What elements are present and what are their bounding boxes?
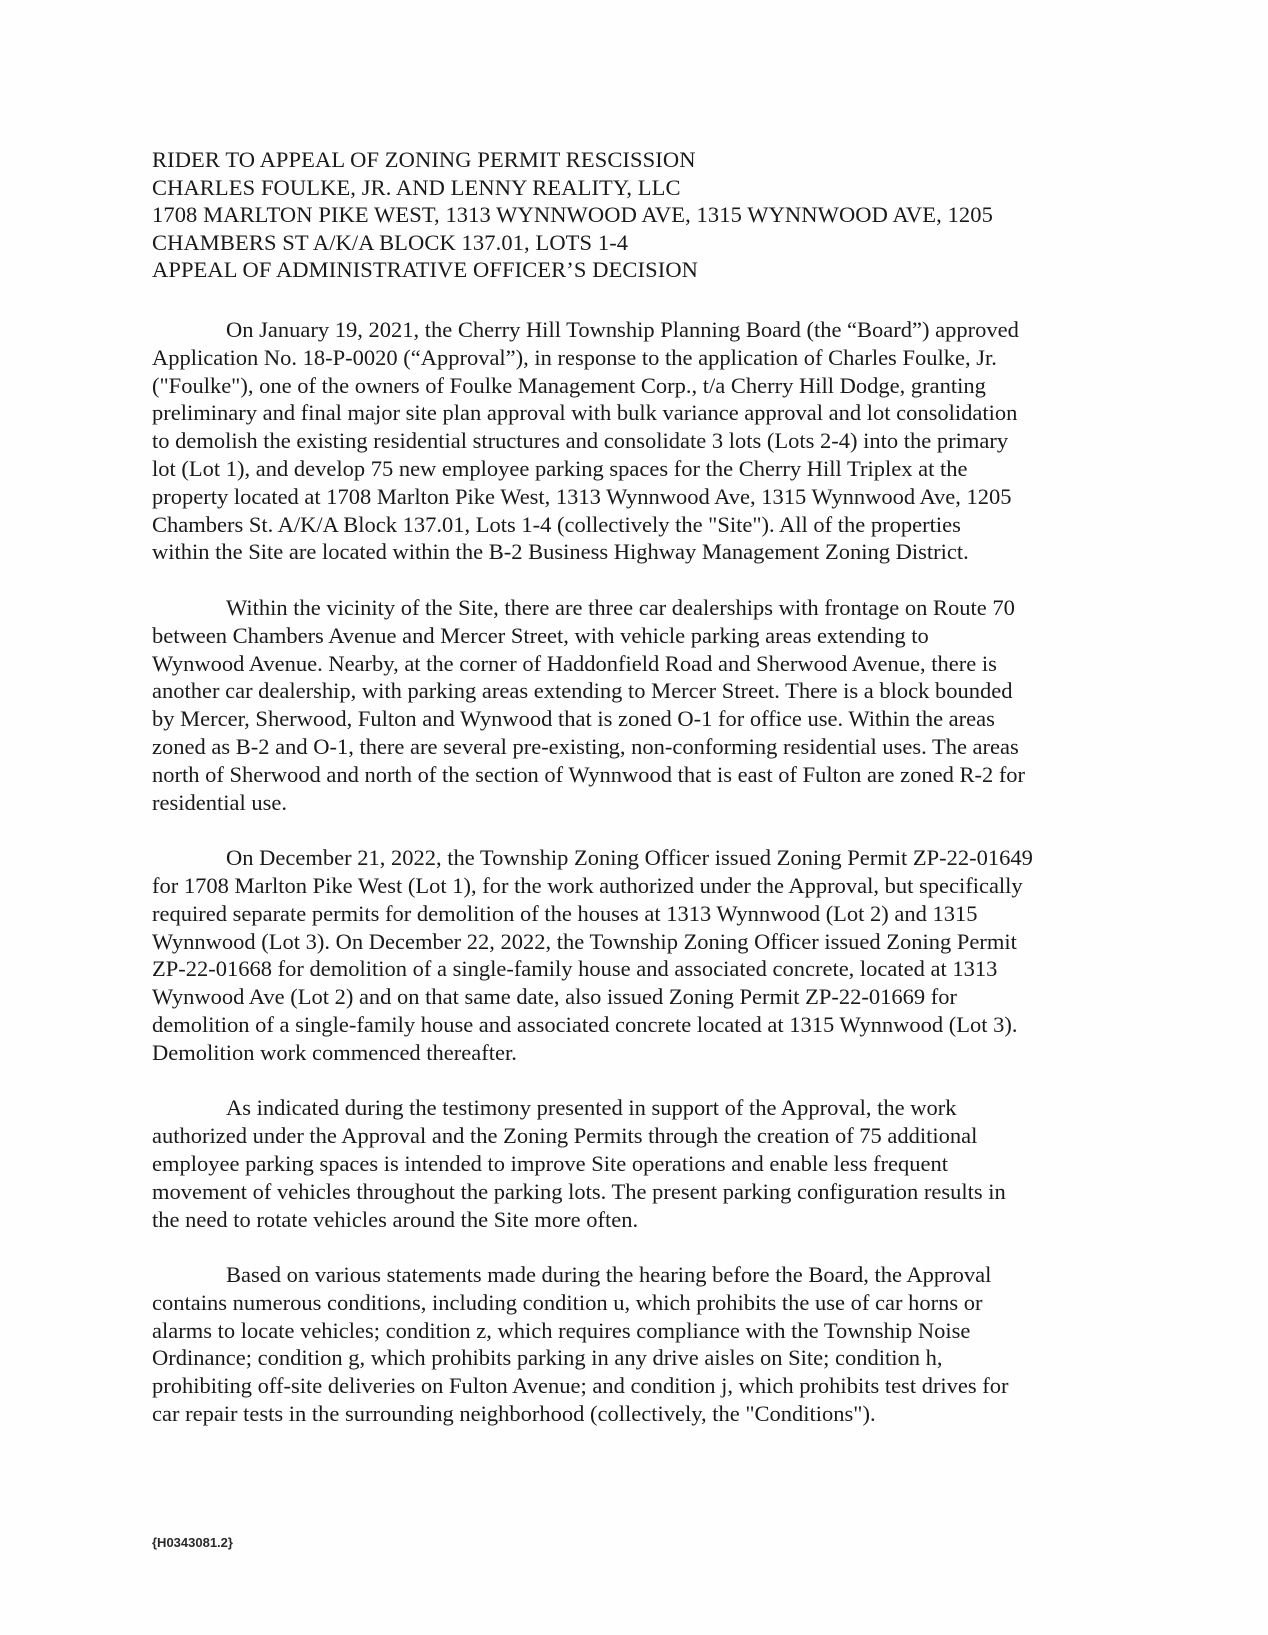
paragraph-line: Demolition work commenced thereafter. — [152, 1039, 517, 1065]
heading-line: 1708 MARLTON PIKE WEST, 1313 WYNNWOOD AVE, 1315 WYNNWOOD AVE, 1205 — [152, 202, 993, 227]
paragraph-permits — [152, 844, 1112, 1066]
paragraph-line: employee parking spaces is intended to improve Site operations and enable less frequent — [152, 1150, 949, 1176]
paragraph-line: residential use. — [152, 789, 287, 815]
document-id-footer: {H0343081.2} — [152, 1535, 233, 1550]
paragraph-line: north of Sherwood and north of the section of Wynnwood that is east of Fulton are zoned R-2 for — [152, 761, 1026, 787]
paragraph-line: within the Site are located within the B-2 Business Highway Management Zoning District. — [152, 539, 969, 565]
paragraph-line: demolition of a single-family house and associated concrete located at 1315 Wynnwood (Lot 3). — [152, 1011, 1018, 1037]
paragraph-line: to demolish the existing residential structures and consolidate 3 lots (Lots 2-4) into the primary — [152, 428, 1009, 454]
paragraph-testimony — [152, 1094, 1112, 1233]
paragraph-line: prohibiting off-site deliveries on Fulton Avenue; and condition j, which prohibits test drives for — [152, 1373, 1009, 1399]
paragraph-line: preliminary and final major site plan approval with bulk variance approval and lot consolidation — [152, 400, 1018, 426]
paragraph-line: Wynwood Avenue. Nearby, at the corner of Haddonfield Road and Sherwood Avenue, there is — [152, 650, 997, 676]
paragraph-line: Application No. 18-P-0020 (“Approval”), in response to the application of Charles Foulke, Jr. — [152, 344, 997, 370]
paragraph-line: the need to rotate vehicles around the Site more often. — [152, 1206, 639, 1232]
paragraph-line: by Mercer, Sherwood, Fulton and Wynwood that is zoned O-1 for office use. Within the areas — [152, 706, 995, 732]
paragraph-line: movement of vehicles throughout the parking lots. The present parking configuration results in — [152, 1178, 1006, 1204]
paragraph-line: authorized under the Approval and the Zoning Permits through the creation of 75 additional — [152, 1123, 978, 1149]
paragraph-line: required separate permits for demolition of the houses at 1313 Wynnwood (Lot 2) and 1315 — [152, 900, 978, 926]
paragraph-line: between Chambers Avenue and Mercer Street, with vehicle parking areas extending to — [152, 622, 929, 648]
paragraph-vicinity — [152, 594, 1112, 816]
paragraph-line: Based on various statements made during the hearing before the Board, the Approval — [226, 1262, 992, 1288]
paragraph-line: Chambers St. A/K/A Block 137.01, Lots 1-4 (collectively the "Site"). All of the properties — [152, 511, 961, 537]
paragraph-line: ("Foulke"), one of the owners of Foulke Management Corp., t/a Cherry Hill Dodge, granting — [152, 372, 986, 398]
paragraph-line: Within the vicinity of the Site, there are three car dealerships with frontage on Route 70 — [226, 594, 1015, 620]
paragraph-line: Ordinance; condition g, which prohibits parking in any drive aisles on Site; condition h, — [152, 1345, 943, 1371]
paragraph-line: Wynnwood (Lot 3). On December 22, 2022, the Township Zoning Officer issued Zoning Permit — [152, 928, 1017, 954]
paragraph-conditions — [152, 1261, 1112, 1428]
document-body — [152, 316, 1112, 1456]
paragraph-line: another car dealership, with parking areas extending to Mercer Street. There is a block bounded — [152, 678, 1013, 704]
paragraph-line: ZP-22-01668 for demolition of a single-family house and associated concrete, located at 1313 — [152, 956, 998, 982]
document-heading — [152, 146, 1152, 284]
paragraph-line: Wynwood Ave (Lot 2) and on that same date, also issued Zoning Permit ZP-22-01669 for — [152, 984, 957, 1010]
paragraph-line: car repair tests in the surrounding neighborhood (collectively, the "Conditions"). — [152, 1401, 876, 1427]
paragraph-line: alarms to locate vehicles; condition z, which requires compliance with the Township Noise — [152, 1317, 971, 1343]
paragraph-line: zoned as B-2 and O-1, there are several pre-existing, non-conforming residential uses. The areas — [152, 733, 1019, 759]
paragraph-line: contains numerous conditions, including condition u, which prohibits the use of car horns or — [152, 1289, 983, 1315]
paragraph-line: for 1708 Marlton Pike West (Lot 1), for the work authorized under the Approval, but specifically — [152, 872, 1023, 898]
paragraph-approval — [152, 316, 1112, 566]
paragraph-line: lot (Lot 1), and develop 75 new employee parking spaces for the Cherry Hill Triplex at the — [152, 455, 968, 481]
paragraph-line: On January 19, 2021, the Cherry Hill Township Planning Board (the “Board”) approved — [226, 317, 1019, 342]
heading-line: CHARLES FOULKE, JR. AND LENNY REALITY, LLC — [152, 174, 681, 200]
heading-line: CHAMBERS ST A/K/A BLOCK 137.01, LOTS 1-4 — [152, 229, 629, 255]
heading-line: APPEAL OF ADMINISTRATIVE OFFICER’S DECISION — [152, 257, 699, 282]
heading-line: RIDER TO APPEAL OF ZONING PERMIT RESCISSION — [152, 147, 696, 172]
paragraph-line: property located at 1708 Marlton Pike West, 1313 Wynnwood Ave, 1315 Wynnwood Ave, 1205 — [152, 483, 1012, 509]
paragraph-line: On December 21, 2022, the Township Zoning Officer issued Zoning Permit ZP-22-01649 — [226, 845, 1033, 871]
paragraph-line: As indicated during the testimony presented in support of the Approval, the work — [226, 1095, 957, 1121]
